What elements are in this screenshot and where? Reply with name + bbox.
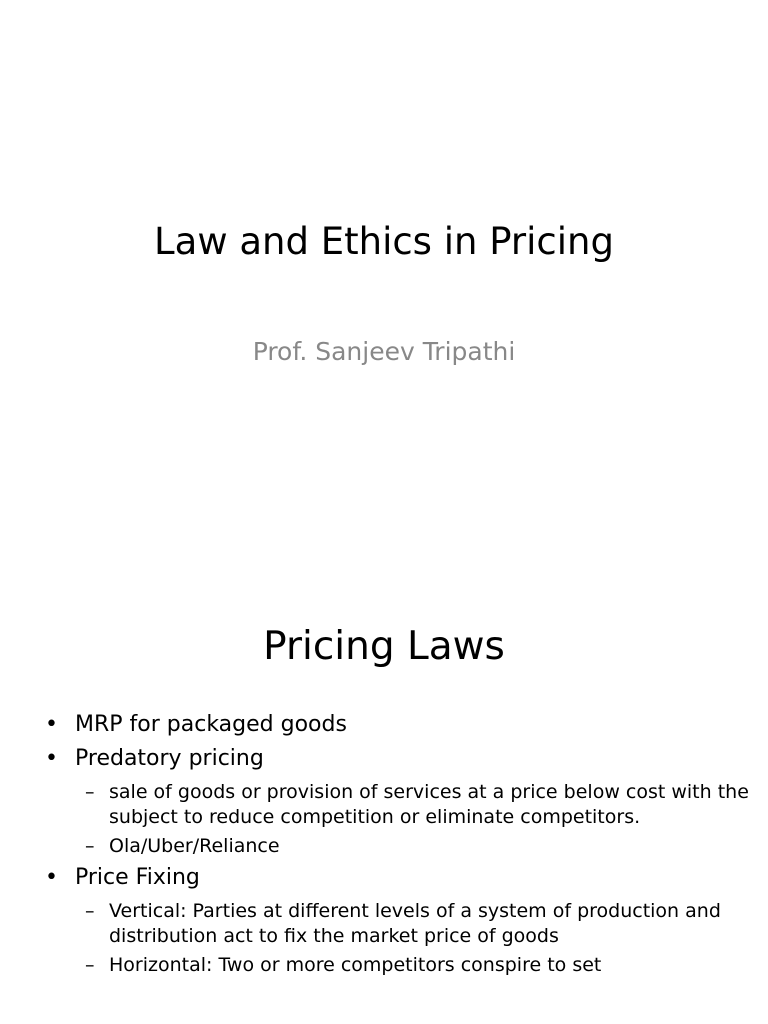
sub-bullet-text: Ola/Uber/Reliance — [109, 835, 280, 857]
slide-pricing-laws — [0, 576, 768, 1024]
bullet-icon: • — [45, 712, 58, 737]
bullet-item — [45, 861, 750, 895]
bullet-list — [45, 708, 750, 978]
sub-bullet-item — [45, 899, 750, 949]
dash-icon: – — [85, 835, 95, 857]
slide-heading: Pricing Laws — [263, 624, 505, 669]
bullet-icon: • — [45, 865, 58, 890]
bullet-item — [45, 708, 750, 742]
sub-bullet-item — [45, 834, 750, 859]
dash-icon: – — [85, 900, 95, 922]
dash-icon: – — [85, 781, 95, 803]
bullet-item — [45, 742, 750, 776]
presenter-name: Prof. Sanjeev Tripathi — [252, 337, 516, 366]
bullet-text: Predatory pricing — [75, 746, 264, 771]
dash-icon: – — [85, 954, 95, 976]
sub-bullet-text: sale of goods or provision of services at a price below cost with the subject to reduce competition or eliminate competitors. — [109, 781, 749, 828]
sub-bullet-item — [45, 953, 750, 978]
bullet-text: Price Fixing — [75, 865, 200, 890]
sub-bullet-text: Vertical: Parties at different levels of a system of production and distribution act to fix the market price of goods — [109, 900, 721, 947]
sub-bullet-item — [45, 780, 750, 830]
bullet-text: MRP for packaged goods — [75, 712, 347, 737]
sub-bullet-text: Horizontal: Two or more competitors conspire to set — [109, 954, 602, 976]
presentation-title: Law and Ethics in Pricing — [154, 220, 614, 263]
bullet-icon: • — [45, 746, 58, 771]
